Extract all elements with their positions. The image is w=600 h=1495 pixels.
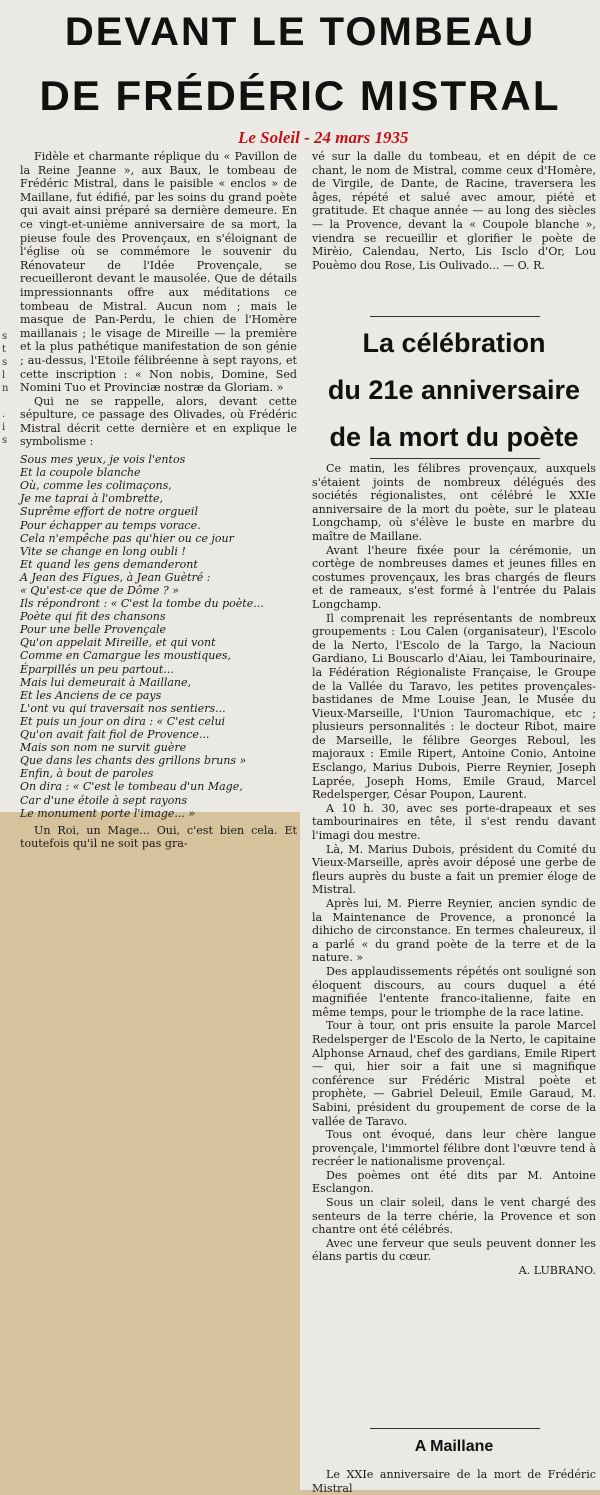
poem-line: On dira : « C'est le tombeau d'un Mage,: [20, 780, 243, 794]
headline-line-2: DE FRÉDÉRIC MISTRAL: [39, 72, 561, 119]
torn-edge-marks: s t s l n . i s: [2, 331, 9, 446]
article-subheadline: [312, 320, 596, 461]
poem-line: Où, comme les colimaçons,: [20, 479, 172, 493]
right-column-article: [312, 462, 596, 1278]
poem-line: Vite se change en long oubli !: [20, 544, 186, 558]
olivades-paragraph: Qui ne se rappelle, alors, devant cette sépulture, ce passage des Olivades, où Frédéric Mistral décrit cette dernière et en explique le symbolisme :: [20, 394, 297, 449]
poem-line: Et les Anciens de ce pays: [20, 688, 162, 702]
poem-line: A Jean des Figues, à Jean Guètré :: [20, 570, 211, 584]
poem-line: Le monument porte l'image... »: [20, 806, 196, 820]
article-paragraph: Là, M. Marius Dubois, président du Comité du Vieux-Marseille, après avoir déposé une gerbe de fleurs auprès du buste a fait un premier éloge de Mistral.: [312, 842, 596, 897]
subheadline-line: de la mort du poète: [329, 422, 579, 452]
maillane-article: [312, 1468, 596, 1495]
poem-line: Pour une belle Provençale: [20, 623, 167, 637]
article-paragraph: Il comprenait les représentants de nombreux groupements : Lou Calen (organisateur), l'Escolo de la Nerto, l'Escolo de la Targo, la Nacioun Gardiano, Li Bouscarlo d'Aiau, lei Tambourinaire, la Fédération Régionaliste Française, le Groupe de la Vallée du Taravo, les petites provençales-bastidanes de Mme Louise Jean, le Musée du Vieux-Marseille, l'Union Tauromachique, etc ; plusieurs personnalités : le docteur Ribot, maire de Marseille, le félibre Georges Reboul, les majoraux : Emile Ripert, Antoine Conio, Antoine Esclango, Marius Dubois, Pierre Reynier, Joseph Laprée, Joseph Homs, Emile Graud, Marcel Redelsperger, César Poupon, Laurent.: [312, 611, 596, 802]
subheadline-line: du 21e anniversaire: [327, 375, 581, 405]
poem-line: Qu'on avait fait fiol de Provence...: [20, 728, 210, 742]
divider-rule: [370, 458, 540, 459]
poem-line: Que dans les chants des grillons bruns »: [20, 754, 247, 768]
poem-line: Enfin, à bout de paroles: [20, 767, 154, 781]
poem-line: Sous mes yeux, je vois l'entos: [20, 453, 186, 467]
poem-line: Cela n'empêche pas qu'hier ou ce jour: [20, 531, 234, 545]
article-paragraph: Tous ont évoqué, dans leur chère langue provençale, l'immortel félibre dont l'œuvre tend à recréer le nationalisme provençal.: [312, 1128, 596, 1169]
intro-paragraph: Fidèle et charmante réplique du « Pavillon de la Reine Jeanne », aux Baux, le tombeau de Frédéric Mistral, dans le paisible « enclos » de Maillane, fut édifié, par les soins du grand poète qui avait ainsi préparé sa dernière demeure. En ce vingt-et-unième anniversaire de sa mort, la pieuse foule des Provençaux, en s'éloignant de l'église où se commémore le souvenir du Rénovateur de l'Idée Provençale, se recueilleront devant le mausolée. Que de détails impressionnants offre aux méditations ce tombeau de Mistral. Aucun nom ; mais le masque de Pan-Perdu, le chien de l'Homère maillanais ; le visage de Mireille — la première et la plus pathétique manifestation de son génie ; au-dessus, l'Etoile félibréenne à sept rayons, et cette inscription : « Non nobis, Domine, Sed Nomini Tuo et Provinciæ nostræ da Gloriam. »: [20, 150, 297, 395]
article-paragraph: Avant l'heure fixée pour la cérémonie, un cortège de nombreuses dames et jeunes filles en costumes provençaux, les bras chargés de fleurs et de rameaux, s'est formé à l'entrée du Palais Longchamp.: [312, 543, 596, 611]
closing-paragraph: Un Roi, un Mage... Oui, c'est bien cela. Et toutefois qu'il ne soit pas gra-: [20, 823, 297, 851]
poem-line: Et puis un jour on dira : « C'est celui: [20, 714, 226, 728]
poem-line: Comme en Camargue les moustiques,: [20, 649, 232, 663]
right-column-top: [312, 150, 596, 272]
poem-line: Je me taprai à l'ombrette,: [20, 492, 164, 506]
poem: [20, 453, 297, 820]
source-caption: Le Soleil - 24 mars 1935: [238, 128, 409, 147]
article-paragraph: Avec une ferveur que seuls peuvent donner les élans partis du cœur.: [312, 1236, 596, 1264]
article-paragraph: Tour à tour, ont pris ensuite la parole Marcel Redelsperger de l'Escolo de la Nerto, le capitaine Alphonse Arnaud, chef des gardians, Emile Ripert — qui, hier soir a fait une si magnifique conférence sur Frédéric Mistral poète et prophète, — Gabriel Deleuil, Emile Garaud, M. Sabini, président du groupement de corse de la vallée de Taravo.: [312, 1019, 596, 1128]
poem-line: L'ont vu qui traversait nos sentiers...: [20, 701, 226, 715]
poem-line: Et quand les gens demanderont: [20, 557, 198, 571]
poem-line: « Qu'est-ce que de Dôme ? »: [20, 584, 179, 597]
poem-line: Car d'une étoile à sept rayons: [20, 793, 188, 807]
continuation-paragraph: vé sur la dalle du tombeau, et en dépit de ce chant, le nom de Mistral, comme ceux d'Homère, de Virgile, de Dante, de Racine, traversera les âges, répété et salué avec amour, piété et gratitude. Et chaque année — au long des siècles — la Provence, devant la « Coupole blanche », viendra se recueillir et glorifier le poète de Mirèio, Calendau, Nerto, Lis Isclo d'Or, Lou Pouèmo dou Rose, Lis Oulivado... — O. R.: [312, 150, 596, 272]
poem-line: Éparpillés un peu partout...: [20, 662, 174, 676]
poem-line: Qu'on appelait Mireille, et qui vont: [20, 636, 216, 650]
poem-line: Pour échapper au temps vorace.: [20, 518, 201, 532]
poem-line: Ils répondront : « C'est la tombe du poète...: [20, 597, 264, 611]
article-signature: A. LUBRANO.: [518, 1264, 596, 1278]
article-paragraph: Des poèmes ont été dits par M. Antoine Esclangon.: [312, 1168, 596, 1196]
divider-rule: [370, 1428, 540, 1429]
subheadline-line: La célébration: [362, 328, 546, 358]
poem-line: Poète qui fit des chansons: [20, 610, 166, 624]
article-paragraph: Des applaudissements répétés ont souligné son éloquent discours, au cours duquel a été magnifiée l'entente franco-italienne, faite en même temps, pour le triomphe de la race latine.: [312, 964, 596, 1019]
article-paragraph: Après lui, M. Pierre Reynier, ancien syndic de la Maintenance de Provence, a prononcé la dihicho de circonstance. En termes chaleureux, il a parlé « du grand poète de la terre et de la nature. »: [312, 897, 596, 965]
maillane-text: Le XXIe anniversaire de la mort de Frédéric Mistral: [312, 1468, 596, 1495]
maillane-heading: A Maillane: [414, 1438, 494, 1455]
divider-rule: [370, 316, 540, 317]
headline-line-1: DEVANT LE TOMBEAU: [64, 10, 536, 54]
article-paragraph: A 10 h. 30, avec ses porte-drapeaux et ses tambourinaires en tête, il s'est rendu davant l'imagi dou mestre.: [312, 801, 596, 843]
article-paragraph: Sous un clair soleil, dans le vent chargé des senteurs de la terre chérie, la Provence et son chantre ont été célébrés.: [312, 1196, 596, 1237]
article-paragraph: Ce matin, les félibres provençaux, auxquels s'étaient joints de nombreux délégués des sociétés régionalistes, ont célébré le XXIe anniversaire de la mort du poète, sur le plateau Longchamp, où s'élève le buste en marbre du maître de Maillane.: [312, 462, 596, 543]
left-column: [20, 150, 297, 851]
poem-line: Mais son nom ne survit guère: [20, 741, 187, 755]
poem-line: Mais lui demeurait à Maillane,: [20, 675, 192, 689]
poem-line: Suprême effort de notre orgueil: [20, 505, 198, 519]
poem-line: Et la coupole blanche: [20, 466, 141, 480]
